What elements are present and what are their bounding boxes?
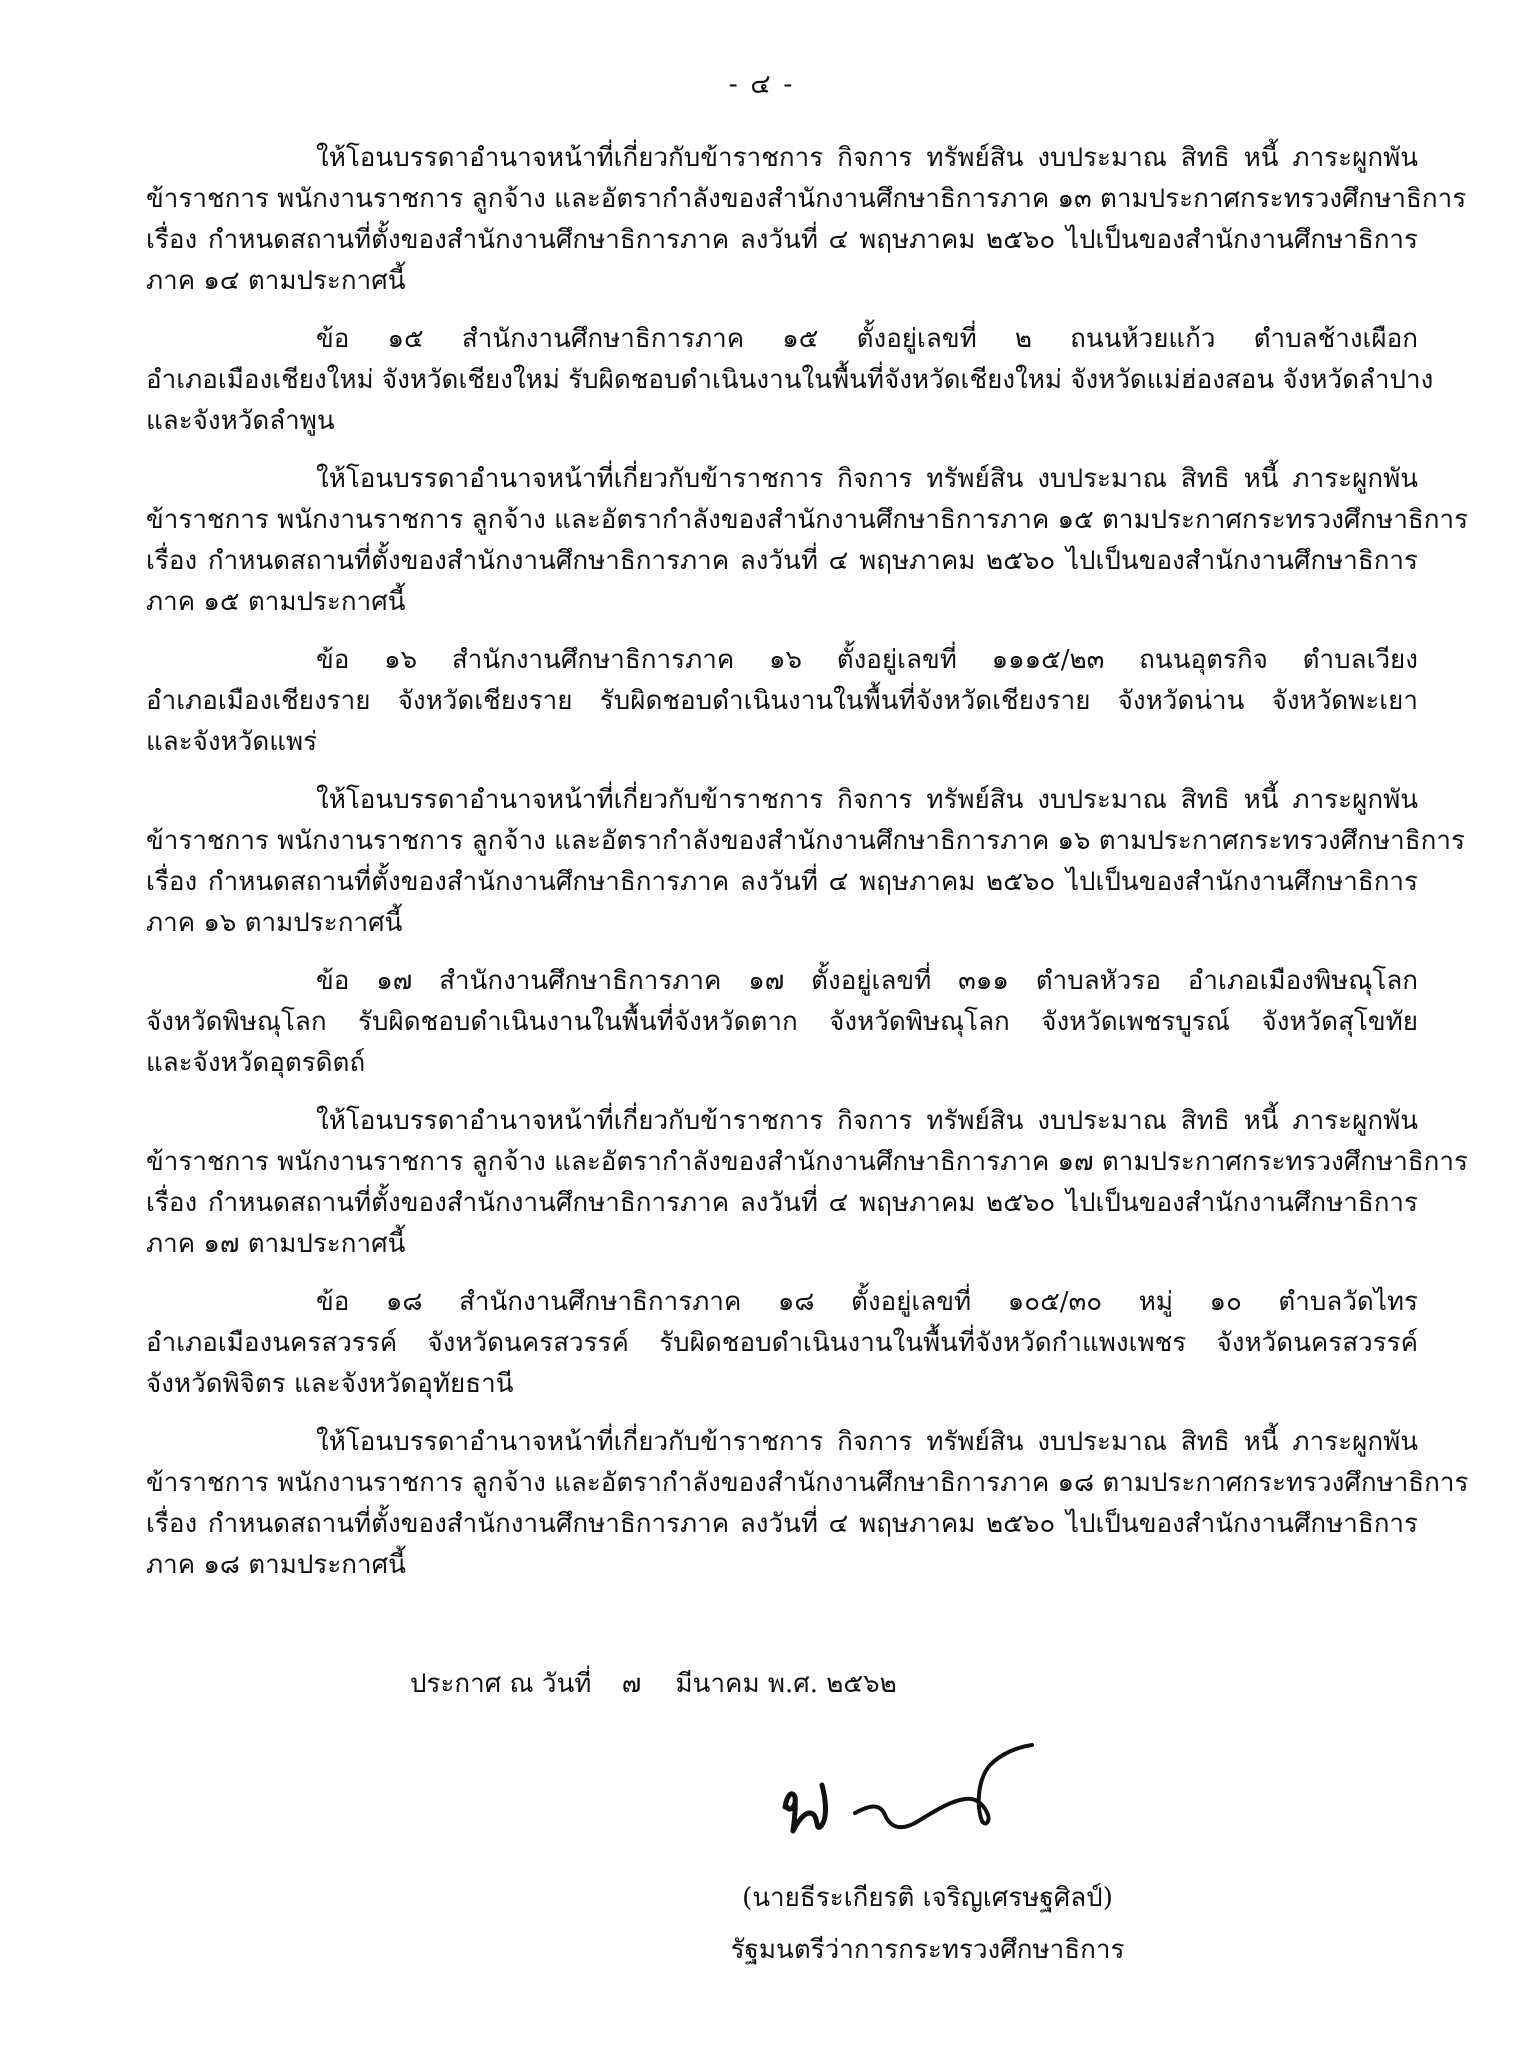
announcement-date <box>410 1664 897 1704</box>
paragraph-line: ภาค ๑๔ ตามประกาศนี้ <box>146 266 406 296</box>
transfer-paragraph-18 <box>146 1422 1469 1586</box>
paragraph-line: อำเภอเมืองนครสวรรค์ จังหวัดนครสวรรค์ รับผิดชอบดำเนินงานในพื้นที่จังหวัดกำแพงเพชร จังหวัดนครสวรรค์ <box>146 1328 1418 1358</box>
document-body <box>146 138 1469 1586</box>
paragraph-line: ข้าราชการ พนักงานราชการ ลูกจ้าง และอัตรากำลังของสำนักงานศึกษาธิการภาค ๑๘ ตามประกาศกระทรวงศึกษาธิการ <box>146 1468 1469 1498</box>
paragraph-line: ข้าราชการ พนักงานราชการ ลูกจ้าง และอัตรากำลังของสำนักงานศึกษาธิการภาค ๑๖ ตามประกาศกระทรวงศึกษาธิการ <box>146 826 1465 856</box>
paragraph-line: ข้อ ๑๘ สำนักงานศึกษาธิการภาค ๑๘ ตั้งอยู่เลขที่ ๑๐๕/๓๐ หมู่ ๑๐ ตำบลวัดไทร <box>316 1287 1418 1317</box>
signer-position: รัฐมนตรีว่าการกระทรวงศึกษาธิการ <box>730 1935 1125 1965</box>
paragraph-line: ให้โอนบรรดาอำนาจหน้าที่เกี่ยวกับข้าราชการ กิจการ ทรัพย์สิน งบประมาณ สิทธิ หนี้ ภาระผูกพัน <box>316 464 1418 494</box>
paragraph-line: ให้โอนบรรดาอำนาจหน้าที่เกี่ยวกับข้าราชการ กิจการ ทรัพย์สิน งบประมาณ สิทธิ หนี้ ภาระผูกพัน <box>316 143 1418 173</box>
announcement-month-year: มีนาคม พ.ศ. ๒๕๖๒ <box>675 1669 897 1699</box>
paragraph-line: เรื่อง กำหนดสถานที่ตั้งของสำนักงานศึกษาธิการภาค ลงวันที่ ๔ พฤษภาคม ๒๕๖๐ ไปเป็นของสำนักงานศึกษาธิการ <box>146 1509 1418 1539</box>
paragraph-line: เรื่อง กำหนดสถานที่ตั้งของสำนักงานศึกษาธิการภาค ลงวันที่ ๔ พฤษภาคม ๒๕๖๐ ไปเป็นของสำนักงานศึกษาธิการ <box>146 1188 1418 1218</box>
paragraph-line: ข้าราชการ พนักงานราชการ ลูกจ้าง และอัตรากำลังของสำนักงานศึกษาธิการภาค ๑๓ ตามประกาศกระทรวงศึกษาธิการ <box>146 184 1467 214</box>
paragraph-line: เรื่อง กำหนดสถานที่ตั้งของสำนักงานศึกษาธิการภาค ลงวันที่ ๔ พฤษภาคม ๒๕๖๐ ไปเป็นของสำนักงานศึกษาธิการ <box>146 225 1418 255</box>
paragraph-line: ข้อ ๑๗ สำนักงานศึกษาธิการภาค ๑๗ ตั้งอยู่เลขที่ ๓๑๑ ตำบลหัวรอ อำเภอเมืองพิษณุโลก <box>316 966 1418 996</box>
paragraph-line: ภาค ๑๖ ตามประกาศนี้ <box>146 908 403 938</box>
paragraph-line: และจังหวัดลำพูน <box>146 406 335 436</box>
signature-image <box>760 1735 1060 1845</box>
clause-16 <box>146 640 1418 763</box>
paragraph-line: และจังหวัดอุตรดิตถ์ <box>146 1048 366 1078</box>
signer-name: (นายธีระเกียรติ เจริญเศรษฐศิลป์) <box>742 1883 1113 1913</box>
paragraph-line: จังหวัดพิจิตร และจังหวัดอุทัยธานี <box>146 1369 514 1399</box>
paragraph-line: ให้โอนบรรดาอำนาจหน้าที่เกี่ยวกับข้าราชการ กิจการ ทรัพย์สิน งบประมาณ สิทธิ หนี้ ภาระผูกพัน <box>316 1427 1418 1457</box>
clause-17 <box>146 961 1418 1084</box>
paragraph-line: ข้อ ๑๖ สำนักงานศึกษาธิการภาค ๑๖ ตั้งอยู่เลขที่ ๑๑๑๕/๒๓ ถนนอุตรกิจ ตำบลเวียง <box>316 645 1418 675</box>
paragraph-line: ข้อ ๑๕ สำนักงานศึกษาธิการภาค ๑๕ ตั้งอยู่เลขที่ ๒ ถนนห้วยแก้ว ตำบลช้างเผือก <box>316 324 1418 354</box>
transfer-paragraph-14 <box>146 138 1467 302</box>
paragraph-line: อำเภอเมืองเชียงใหม่ จังหวัดเชียงใหม่ รับผิดชอบดำเนินงานในพื้นที่จังหวัดเชียงใหม่ จังหวัดแม่ฮ่องสอน จังหวัดลำปาง <box>146 365 1434 395</box>
paragraph-line: อำเภอเมืองเชียงราย จังหวัดเชียงราย รับผิดชอบดำเนินงานในพื้นที่จังหวัดเชียงราย จังหวัดน่าน จังหวัดพะเยา <box>146 686 1418 716</box>
paragraph-line: เรื่อง กำหนดสถานที่ตั้งของสำนักงานศึกษาธิการภาค ลงวันที่ ๔ พฤษภาคม ๒๕๖๐ ไปเป็นของสำนักงานศึกษาธิการ <box>146 546 1418 576</box>
paragraph-line: ข้าราชการ พนักงานราชการ ลูกจ้าง และอัตรากำลังของสำนักงานศึกษาธิการภาค ๑๕ ตามประกาศกระทรวงศึกษาธิการ <box>146 505 1469 535</box>
clause-15 <box>146 319 1434 442</box>
paragraph-line: ให้โอนบรรดาอำนาจหน้าที่เกี่ยวกับข้าราชการ กิจการ ทรัพย์สิน งบประมาณ สิทธิ หนี้ ภาระผูกพัน <box>316 785 1418 815</box>
announcement-prefix: ประกาศ ณ วันที่ <box>410 1669 592 1699</box>
announcement-day: ๗ <box>621 1669 642 1699</box>
paragraph-line: ข้าราชการ พนักงานราชการ ลูกจ้าง และอัตรากำลังของสำนักงานศึกษาธิการภาค ๑๗ ตามประกาศกระทรวงศึกษาธิการ <box>146 1147 1468 1177</box>
paragraph-line: ให้โอนบรรดาอำนาจหน้าที่เกี่ยวกับข้าราชการ กิจการ ทรัพย์สิน งบประมาณ สิทธิ หนี้ ภาระผูกพัน <box>316 1106 1418 1136</box>
clause-18 <box>146 1282 1418 1405</box>
paragraph-line: ภาค ๑๘ ตามประกาศนี้ <box>146 1550 406 1580</box>
transfer-paragraph-16 <box>146 780 1465 944</box>
page-number: - ๔ - <box>728 69 795 100</box>
transfer-paragraph-17 <box>146 1101 1468 1265</box>
paragraph-line: ภาค ๑๕ ตามประกาศนี้ <box>146 587 406 617</box>
paragraph-line: จังหวัดพิษณุโลก รับผิดชอบดำเนินงานในพื้นที่จังหวัดตาก จังหวัดพิษณุโลก จังหวัดเพชรบูรณ์ จังหวัดสุโขทัย <box>146 1007 1418 1037</box>
paragraph-line: เรื่อง กำหนดสถานที่ตั้งของสำนักงานศึกษาธิการภาค ลงวันที่ ๔ พฤษภาคม ๒๕๖๐ ไปเป็นของสำนักงานศึกษาธิการ <box>146 867 1418 897</box>
paragraph-line: ภาค ๑๗ ตามประกาศนี้ <box>146 1229 406 1259</box>
transfer-paragraph-15 <box>146 459 1469 623</box>
paragraph-line: และจังหวัดแพร่ <box>146 727 318 757</box>
